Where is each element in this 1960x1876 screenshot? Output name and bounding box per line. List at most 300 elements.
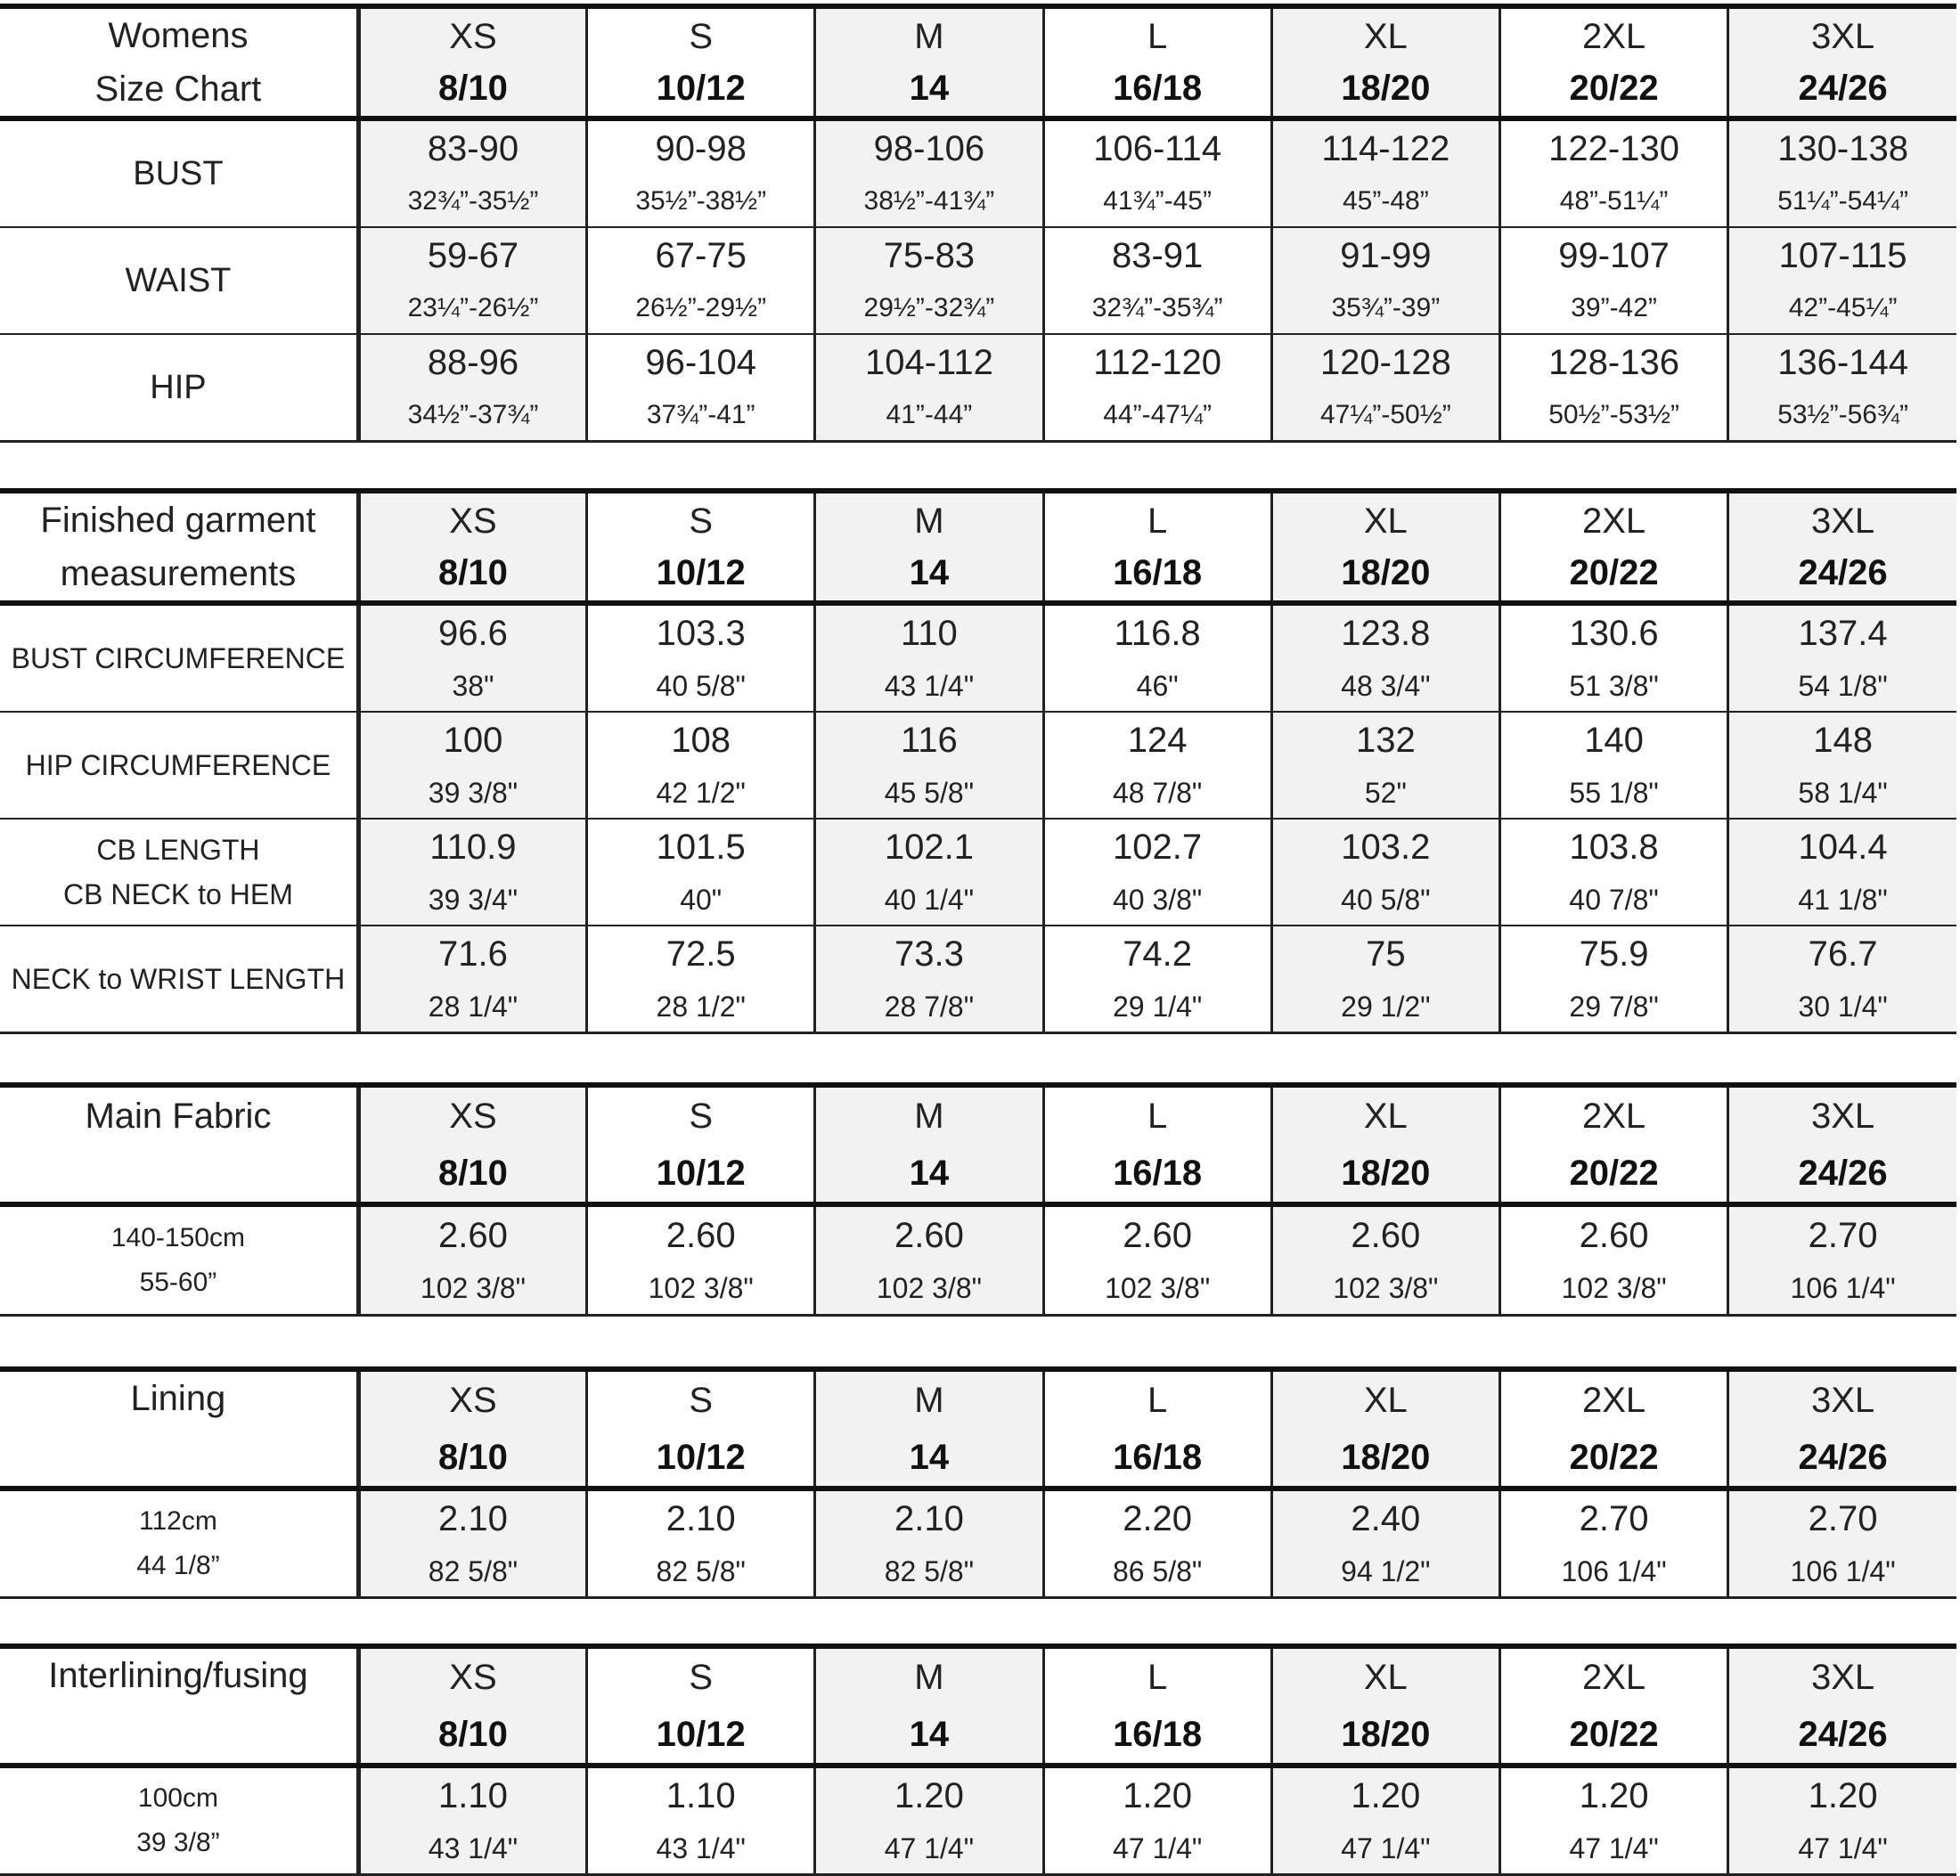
- title-line: Main Fabric: [85, 1097, 272, 1136]
- table-cell: [358, 926, 586, 1033]
- cm-value: 96.6: [438, 614, 508, 653]
- cm-value: 132: [1355, 721, 1416, 760]
- size-header-s: [587, 6, 815, 118]
- inch-value: 106 1/4": [1561, 1555, 1667, 1587]
- inch-value: 54 1/8": [1798, 670, 1888, 702]
- table-cell: [815, 819, 1043, 926]
- inch-value: 102 3/8": [1333, 1271, 1439, 1304]
- inch-value: 45 5/8": [884, 777, 975, 809]
- size-header-l: [1043, 1646, 1271, 1766]
- size-header-s: [587, 491, 815, 603]
- size-number: 14: [909, 1715, 950, 1754]
- size-header-s: [587, 1085, 815, 1204]
- size-code: XL: [1363, 1658, 1408, 1697]
- inch-value: 47 1/4": [1112, 1832, 1203, 1864]
- table-cell: [1499, 1204, 1727, 1315]
- table-cell: [587, 926, 815, 1033]
- size-header-3xl: [1728, 491, 1956, 603]
- size-code: 3XL: [1811, 1097, 1875, 1136]
- cm-value: 83-90: [427, 129, 519, 168]
- size-header-xl: [1271, 6, 1499, 118]
- inch-value: 86 5/8": [1112, 1555, 1203, 1587]
- cm-value: 102.1: [884, 828, 974, 867]
- size-code: 3XL: [1811, 17, 1875, 56]
- metre-value: 2.60: [894, 1215, 964, 1255]
- table-row: [0, 118, 1956, 227]
- inch-value: 38": [452, 670, 494, 702]
- cm-value: 140: [1584, 721, 1644, 760]
- cm-value: 59-67: [427, 236, 519, 275]
- inch-value: 43 1/4": [428, 1832, 519, 1864]
- size-header-l: [1043, 1085, 1271, 1204]
- table-row: [0, 227, 1956, 334]
- table-title: [0, 6, 358, 118]
- row-label-text: CB LENGTH: [96, 834, 260, 866]
- size-code: M: [914, 502, 944, 541]
- inch-value: 28 7/8": [884, 991, 975, 1023]
- table-cell: [358, 118, 586, 227]
- table-cell: [1043, 819, 1271, 926]
- metre-value: 2.70: [1579, 1499, 1649, 1538]
- cm-value: 72.5: [666, 934, 736, 974]
- table-cell: [587, 1204, 815, 1315]
- table-cell: [1728, 1204, 1956, 1315]
- row-label: [0, 819, 358, 926]
- table-cell: [1271, 712, 1499, 819]
- size-header-xs: [358, 1369, 586, 1489]
- cm-value: 76.7: [1808, 934, 1878, 974]
- size-number: 8/10: [438, 69, 508, 108]
- cm-value: 136-144: [1777, 343, 1908, 382]
- table-cell: [815, 118, 1043, 227]
- size-header-xs: [358, 1085, 586, 1204]
- table-cell: [1271, 1489, 1499, 1598]
- cm-value: 99-107: [1558, 236, 1670, 275]
- size-number: 20/22: [1569, 1715, 1659, 1754]
- size-code: 2XL: [1581, 1097, 1646, 1136]
- inch-value: 53½”-56¾”: [1777, 400, 1908, 429]
- cm-value: 114-122: [1321, 129, 1450, 168]
- title-line: Size Chart: [94, 69, 262, 109]
- title-line: Interlining/fusing: [48, 1656, 308, 1695]
- inch-value: 29 1/4": [1112, 991, 1203, 1023]
- size-header-xs: [358, 491, 586, 603]
- cm-value: 96-104: [645, 343, 756, 382]
- inch-value: 40 5/8": [656, 670, 746, 702]
- size-header-xl: [1271, 1646, 1499, 1766]
- table-cell: [358, 712, 586, 819]
- row-label: [0, 334, 358, 442]
- table-cell: [1499, 118, 1727, 227]
- table-cell: [587, 1766, 815, 1875]
- metre-value: 2.60: [1351, 1215, 1421, 1255]
- metre-value: 2.70: [1808, 1499, 1878, 1538]
- table-cell: [1728, 1489, 1956, 1598]
- cm-value: 90-98: [655, 129, 747, 168]
- table-cell: [815, 334, 1043, 442]
- table-cell: [358, 603, 586, 712]
- inch-value: 23¼”-26½”: [407, 293, 539, 322]
- header-row: [0, 491, 1956, 603]
- size-header-xl: [1271, 1369, 1499, 1489]
- size-code: M: [914, 1658, 944, 1697]
- finished-measurements-table: [0, 488, 1956, 1034]
- row-label-text: 39 3/8”: [136, 1828, 220, 1857]
- cm-value: 112-120: [1093, 343, 1222, 382]
- table-cell: [1043, 603, 1271, 712]
- cm-value: 110: [901, 614, 958, 653]
- metre-value: 1.10: [438, 1776, 508, 1815]
- row-label-text: BUST: [133, 155, 224, 192]
- size-number: 24/26: [1798, 69, 1888, 108]
- size-number: 20/22: [1569, 1154, 1659, 1193]
- size-code: XS: [449, 1658, 497, 1697]
- size-code: 3XL: [1811, 502, 1875, 541]
- table-cell: [358, 334, 586, 442]
- inch-value: 32¾”-35¾”: [1091, 293, 1223, 322]
- row-label-text: 55-60”: [139, 1267, 217, 1297]
- metre-value: 1.20: [1808, 1776, 1878, 1815]
- table-cell: [1728, 1766, 1956, 1875]
- table-row: [0, 712, 1956, 819]
- cm-value: 75-83: [883, 236, 976, 275]
- size-code: S: [689, 1658, 714, 1697]
- inch-value: 42 1/2": [656, 777, 746, 809]
- size-code: S: [689, 1381, 714, 1420]
- inch-value: 45”-48”: [1342, 186, 1429, 216]
- inch-value: 106 1/4": [1790, 1271, 1896, 1304]
- table-cell: [1271, 118, 1499, 227]
- size-number: 20/22: [1569, 69, 1659, 108]
- metre-value: 1.10: [666, 1776, 736, 1815]
- inch-value: 48 7/8": [1112, 777, 1203, 809]
- inch-value: 106 1/4": [1790, 1555, 1896, 1587]
- size-header-xl: [1271, 1085, 1499, 1204]
- inch-value: 52": [1364, 777, 1407, 809]
- metre-value: 2.60: [438, 1215, 508, 1255]
- metre-value: 2.10: [894, 1499, 964, 1538]
- row-label-text: 112cm: [139, 1506, 217, 1536]
- size-header-m: [815, 1369, 1043, 1489]
- size-code: XL: [1363, 1097, 1408, 1136]
- table-cell: [1043, 118, 1271, 227]
- cm-value: 103.2: [1341, 828, 1431, 867]
- table-row: [0, 1766, 1956, 1875]
- table-cell: [358, 819, 586, 926]
- table-cell: [815, 712, 1043, 819]
- header-row: [0, 1646, 1956, 1766]
- cm-value: 104.4: [1798, 828, 1888, 867]
- size-header-m: [815, 1085, 1043, 1204]
- metre-value: 1.20: [1351, 1776, 1421, 1815]
- cm-value: 74.2: [1123, 934, 1193, 974]
- inch-value: 42”-45¼”: [1788, 293, 1898, 322]
- size-chart-table: [0, 4, 1956, 443]
- size-number: 10/12: [656, 1715, 746, 1754]
- row-label-text: CB NECK to HEM: [63, 878, 293, 910]
- size-header-2xl: [1499, 1646, 1727, 1766]
- cm-value: 116.8: [1114, 614, 1201, 653]
- row-label: [0, 1489, 358, 1598]
- table-cell: [587, 712, 815, 819]
- inch-value: 35½”-38½”: [635, 186, 767, 216]
- cm-value: 75: [1366, 934, 1406, 974]
- cm-value: 75.9: [1579, 934, 1649, 974]
- metre-value: 1.20: [1123, 1776, 1193, 1815]
- inch-value: 48 3/4": [1341, 670, 1431, 702]
- size-number: 24/26: [1798, 553, 1888, 592]
- row-label: [0, 712, 358, 819]
- inch-value: 55 1/8": [1569, 777, 1659, 809]
- inch-value: 39 3/8": [428, 777, 519, 809]
- row-label-text: NECK to WRIST LENGTH: [11, 963, 346, 995]
- metre-value: 2.60: [1579, 1215, 1649, 1255]
- table-cell: [1043, 1766, 1271, 1875]
- size-number: 20/22: [1569, 553, 1659, 592]
- inch-value: 40 3/8": [1112, 884, 1203, 916]
- table-cell: [1271, 334, 1499, 442]
- size-number: 10/12: [656, 553, 746, 592]
- row-label-text: 44 1/8”: [136, 1551, 220, 1580]
- size-header-xs: [358, 6, 586, 118]
- metre-value: 2.60: [666, 1215, 736, 1255]
- inch-value: 47 1/4": [1341, 1832, 1431, 1864]
- size-number: 10/12: [656, 1154, 746, 1193]
- size-code: XS: [449, 17, 497, 56]
- inch-value: 29 7/8": [1569, 991, 1659, 1023]
- header-row: [0, 1085, 1956, 1204]
- table-cell: [1728, 819, 1956, 926]
- table-row: [0, 926, 1956, 1033]
- inch-value: 102 3/8": [1561, 1271, 1667, 1304]
- size-code: 3XL: [1811, 1381, 1875, 1420]
- table-title: [0, 1369, 358, 1489]
- size-code: 2XL: [1581, 502, 1646, 541]
- inch-value: 50½”-53½”: [1548, 400, 1679, 429]
- size-code: 2XL: [1581, 17, 1646, 56]
- table-cell: [1043, 712, 1271, 819]
- inch-value: 44”-47¼”: [1103, 400, 1212, 429]
- size-code: L: [1147, 1097, 1168, 1136]
- size-code: M: [914, 17, 944, 56]
- metre-value: 2.60: [1123, 1215, 1193, 1255]
- cm-value: 122-130: [1548, 129, 1679, 168]
- size-number: 18/20: [1341, 553, 1431, 592]
- table-cell: [1271, 1204, 1499, 1315]
- cm-value: 83-91: [1111, 236, 1204, 275]
- cm-value: 102.7: [1113, 828, 1203, 867]
- metre-value: 1.20: [894, 1776, 964, 1815]
- size-code: XL: [1363, 17, 1408, 56]
- table-cell: [358, 1489, 586, 1598]
- table-cell: [815, 227, 1043, 334]
- row-label: [0, 118, 358, 227]
- cm-value: 91-99: [1340, 236, 1432, 275]
- size-header-2xl: [1499, 6, 1727, 118]
- table-cell: [587, 1489, 815, 1598]
- cm-value: 130.6: [1569, 614, 1659, 653]
- size-number: 10/12: [656, 69, 746, 108]
- size-code: XL: [1363, 502, 1408, 541]
- cm-value: 67-75: [655, 236, 747, 275]
- lining-table: [0, 1366, 1956, 1599]
- table-cell: [1728, 926, 1956, 1033]
- cm-value: 107-115: [1778, 236, 1907, 275]
- table-cell: [1271, 926, 1499, 1033]
- size-code: S: [689, 17, 714, 56]
- cm-value: 120-128: [1319, 343, 1451, 382]
- inch-value: 29½”-32¾”: [863, 293, 995, 322]
- size-header-l: [1043, 491, 1271, 603]
- table-title: [0, 491, 358, 603]
- row-label: [0, 1204, 358, 1315]
- inch-value: 58 1/4": [1798, 777, 1888, 809]
- table-cell: [815, 1204, 1043, 1315]
- cm-value: 88-96: [427, 343, 519, 382]
- size-number: 8/10: [438, 553, 508, 592]
- table-cell: [1043, 926, 1271, 1033]
- row-label: [0, 926, 358, 1033]
- header-row: [0, 6, 1956, 118]
- size-code: XS: [449, 1381, 497, 1420]
- size-header-xs: [358, 1646, 586, 1766]
- inch-value: 32¾”-35½”: [407, 186, 539, 216]
- size-header-m: [815, 1646, 1043, 1766]
- table-row: [0, 1489, 1956, 1598]
- inch-value: 41”-44”: [886, 400, 973, 429]
- cm-value: 103.8: [1569, 828, 1659, 867]
- table-cell: [1043, 334, 1271, 442]
- row-label-text: BUST CIRCUMFERENCE: [11, 642, 346, 674]
- row-label-text: 100cm: [137, 1783, 218, 1813]
- inch-value: 94 1/2": [1341, 1555, 1431, 1587]
- inch-value: 34½”-37¾”: [407, 400, 539, 429]
- size-code: S: [689, 1097, 714, 1136]
- cm-value: 116: [901, 721, 958, 760]
- table-cell: [1499, 227, 1727, 334]
- cm-value: 123.8: [1341, 614, 1431, 653]
- table-cell: [1499, 334, 1727, 442]
- row-label-text: WAIST: [125, 262, 232, 299]
- cm-value: 110.9: [429, 828, 517, 867]
- inch-value: 51¼”-54¼”: [1777, 186, 1908, 216]
- inch-value: 102 3/8": [1105, 1271, 1211, 1304]
- metre-value: 2.20: [1123, 1499, 1193, 1538]
- inch-value: 51 3/8": [1569, 670, 1659, 702]
- table-cell: [815, 926, 1043, 1033]
- inch-value: 37¾”-41”: [646, 400, 755, 429]
- size-number: 14: [909, 553, 950, 592]
- size-number: 10/12: [656, 1438, 746, 1477]
- row-label: [0, 227, 358, 334]
- row-label: [0, 1766, 358, 1875]
- size-number: 8/10: [438, 1438, 508, 1477]
- table-cell: [1728, 118, 1956, 227]
- cm-value: 100: [443, 721, 503, 760]
- table-cell: [587, 334, 815, 442]
- size-header-m: [815, 491, 1043, 603]
- metre-value: 2.10: [438, 1499, 508, 1538]
- table-cell: [1043, 1489, 1271, 1598]
- inch-value: 43 1/4": [884, 670, 975, 702]
- table-cell: [1499, 819, 1727, 926]
- inch-value: 102 3/8": [648, 1271, 754, 1304]
- inch-value: 41¾”-45”: [1103, 186, 1212, 216]
- size-header-m: [815, 6, 1043, 118]
- inch-value: 40": [680, 884, 723, 916]
- inch-value: 29 1/2": [1341, 991, 1431, 1023]
- size-header-l: [1043, 1369, 1271, 1489]
- inch-value: 82 5/8": [428, 1555, 519, 1587]
- row-label-text: HIP: [150, 369, 207, 406]
- inch-value: 82 5/8": [656, 1555, 746, 1587]
- table-cell: [1271, 819, 1499, 926]
- inch-value: 47 1/4": [1569, 1832, 1659, 1864]
- inch-value: 47 1/4": [1798, 1832, 1888, 1864]
- inch-value: 40 5/8": [1341, 884, 1431, 916]
- size-number: 18/20: [1341, 1438, 1431, 1477]
- cm-value: 71.6: [438, 934, 508, 974]
- inch-value: 41 1/8": [1798, 884, 1888, 916]
- size-header-3xl: [1728, 6, 1956, 118]
- size-header-3xl: [1728, 1085, 1956, 1204]
- size-header-xl: [1271, 491, 1499, 603]
- size-code: L: [1147, 502, 1168, 541]
- size-header-3xl: [1728, 1369, 1956, 1489]
- size-number: 16/18: [1113, 69, 1203, 108]
- size-number: 16/18: [1113, 1715, 1203, 1754]
- metre-value: 2.40: [1351, 1499, 1421, 1538]
- cm-value: 137.4: [1798, 614, 1888, 653]
- size-number: 18/20: [1341, 69, 1431, 108]
- inch-value: 28 1/4": [428, 991, 519, 1023]
- cm-value: 108: [671, 721, 731, 760]
- size-number: 16/18: [1113, 1438, 1203, 1477]
- table-row: [0, 603, 1956, 712]
- cm-value: 148: [1813, 721, 1873, 760]
- table-cell: [1728, 712, 1956, 819]
- size-number: 14: [909, 1154, 950, 1193]
- table-cell: [358, 227, 586, 334]
- size-code: XS: [449, 502, 497, 541]
- size-header-3xl: [1728, 1646, 1956, 1766]
- cm-value: 104-112: [864, 343, 993, 382]
- table-cell: [1499, 1766, 1727, 1875]
- size-code: L: [1147, 1381, 1168, 1420]
- inch-value: 47 1/4": [884, 1832, 975, 1864]
- size-code: M: [914, 1381, 944, 1420]
- title-line: measurements: [60, 554, 297, 593]
- cm-value: 130-138: [1777, 129, 1908, 168]
- header-row: [0, 1369, 1956, 1489]
- size-code: L: [1147, 1658, 1168, 1697]
- table-cell: [1499, 926, 1727, 1033]
- table-cell: [358, 1766, 586, 1875]
- size-header-l: [1043, 6, 1271, 118]
- size-code: XL: [1363, 1381, 1408, 1420]
- size-number: 16/18: [1113, 1154, 1203, 1193]
- inch-value: 28 1/2": [656, 991, 746, 1023]
- table-cell: [1499, 603, 1727, 712]
- cm-value: 106-114: [1093, 129, 1222, 168]
- title-line: Lining: [130, 1379, 226, 1418]
- table-cell: [1499, 712, 1727, 819]
- size-code: L: [1147, 17, 1168, 56]
- table-cell: [587, 603, 815, 712]
- table-cell: [815, 1766, 1043, 1875]
- size-number: 20/22: [1569, 1438, 1659, 1477]
- table-cell: [815, 1489, 1043, 1598]
